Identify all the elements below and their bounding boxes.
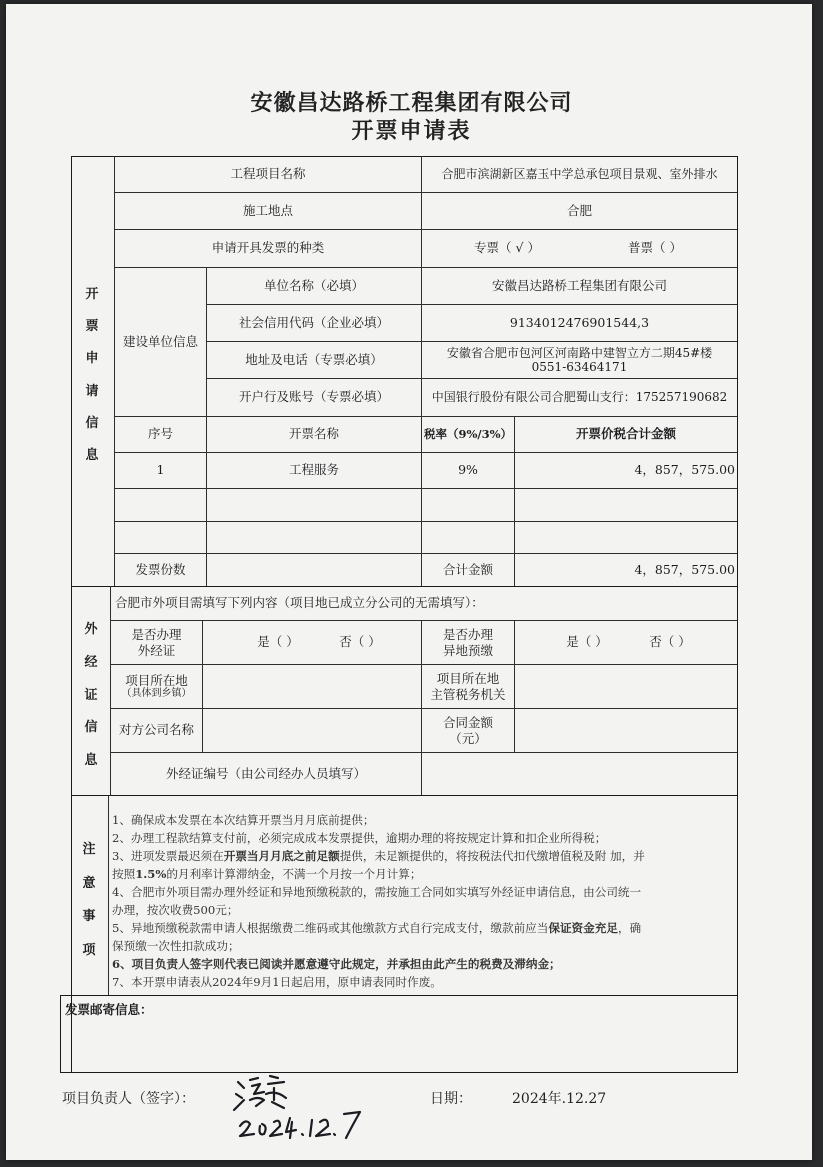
counterparty-label: 对方公司名称	[118, 722, 194, 738]
frame-left	[71, 156, 72, 1073]
section-label-notes: 注 意 事 项	[82, 842, 96, 958]
bank-label: 开户行及账号（专票必填）	[238, 389, 389, 405]
prepay-no: 否（ ）	[649, 634, 691, 650]
credit-code-label: 社会信用代码（企业必填）	[238, 314, 389, 330]
prepay-yes: 是（ ）	[566, 634, 608, 650]
project-name-value: 合肥市滨湖新区嘉玉中学总承包项目景观、室外排水	[441, 167, 718, 182]
mailing-label: 发票邮寄信息：	[65, 1001, 153, 1017]
cert-label-line: 外经证	[137, 642, 176, 658]
note-3-part: 提供，未足额提供的，将按税法代扣代缴增值税及附 加，并	[339, 848, 645, 863]
cert-label	[111, 621, 202, 664]
company-title: 安徽昌达路桥工程集团有限公司	[250, 91, 573, 116]
note-3-bold: 开票当月月底之前足额	[223, 848, 340, 863]
row-rate: 9%	[458, 462, 478, 478]
total-value: 4，857，575.00	[634, 561, 735, 577]
note-5-part: 5、异地预缴税款需申请人根据缴费二维码或其他缴款方式自行完成支付，缴款前应当	[112, 920, 549, 935]
contract-label	[422, 709, 514, 752]
note-5-part: ，确	[617, 920, 642, 935]
frame-right	[737, 156, 738, 1073]
tax-office-line: 主管税务机关	[430, 686, 506, 702]
grid-line	[71, 795, 738, 796]
project-name-label: 工程项目名称	[230, 166, 306, 182]
note-3-cont	[112, 866, 732, 884]
phone-line: 0551-63464171	[531, 360, 628, 374]
date-value: 2024年.12.27	[512, 1091, 607, 1107]
note-1: 1、确保成本发票在本次结算开票当月月底前提供；	[112, 813, 375, 827]
cert-yes: 是（ ）	[257, 634, 299, 650]
note-5	[112, 920, 732, 938]
note-7: 7、本开票申请表从2024年9月1日起启用，原申请表同时作废。	[112, 974, 442, 989]
cert-number-label: 外经证编号（由公司经办人员填写）	[165, 765, 366, 781]
address-label: 地址及电话（专票必填）	[245, 351, 383, 367]
prepay-label	[422, 621, 514, 664]
contract-label-line: 合同金额	[442, 714, 493, 730]
builder-info-label: 建设单位信息	[122, 333, 198, 349]
grid-line	[114, 488, 737, 489]
invoice-type-special: 专票（ √ ）	[474, 240, 540, 256]
prepay-label-line: 是否办理	[442, 626, 493, 642]
note-6: 6、项目负责人签字则代表已阅读并愿意遵守此规定，并承担由此产生的税费及滞纳金；	[112, 956, 561, 971]
notes-list	[112, 812, 732, 992]
note-3-part: 按照	[112, 866, 136, 881]
invoice-type-label: 申请开具发票的种类	[211, 240, 325, 256]
section-label-external: 外 经 证 信 息	[84, 622, 98, 768]
grid-line	[202, 620, 203, 752]
site-value: 合肥	[566, 202, 592, 218]
note-2: 2、办理工程款结算支付前，必须完成成本发票提供，逾期办理的将按规定计算和扣企业所得税；	[112, 830, 607, 845]
address-value	[422, 342, 737, 378]
note-3-part: 的月利率计算滞纳金，不满一个月按一个月计算；	[166, 866, 422, 881]
frame-bottom	[60, 1072, 738, 1073]
total-label: 合计金额	[442, 561, 493, 577]
bank-value: 中国银行股份有限公司合肥蜀山支行：175257190682	[431, 390, 728, 405]
unit-name-label: 单位名称（必填）	[263, 277, 364, 293]
tax-office-line: 项目所在地	[436, 670, 500, 686]
col-amount-header: 开票价税合计金额	[575, 426, 676, 442]
prepay-label-line: 异地预缴	[442, 642, 493, 658]
col-rate-header: 税率（9%/3%）	[423, 426, 513, 441]
section-label-invoice: 开 票 申 请 信 息	[85, 287, 99, 463]
grid-line	[108, 795, 109, 995]
grid-line	[60, 995, 738, 996]
date-label: 日期：	[430, 1091, 472, 1107]
col-name-header: 开票名称	[288, 426, 339, 442]
note-4: 4、合肥市外项目需办理外经证和异地预缴税款的，需按施工合同如实填写外经证申请信息，由公司统一	[112, 884, 642, 899]
note-3-rate: 1.5%	[135, 866, 167, 881]
manager-label: 项目负责人（签字）：	[62, 1091, 195, 1107]
grid-line	[514, 620, 515, 752]
invoice-type-normal: 普票（ ）	[628, 240, 682, 256]
note-3-part: 3、进项发票最迟须在	[112, 848, 224, 863]
external-intro: 合肥市外项目需填写下列内容（项目地已成立分公司的无需填写）：	[115, 595, 484, 611]
note-3	[112, 848, 732, 866]
credit-code-value: 9134012476901544,3	[509, 314, 650, 330]
location-label	[111, 665, 202, 708]
cert-no: 否（ ）	[339, 634, 381, 650]
location-label-line: 项目所在地	[125, 673, 188, 688]
note-5-bold: 保证资金充足	[548, 920, 618, 935]
row-name: 工程服务	[288, 462, 339, 478]
col-seq-header: 序号	[147, 426, 173, 442]
row-amount: 4，857，575.00	[634, 462, 735, 478]
address-line: 安徽省合肥市包河区河南路中建智立方二期45#楼	[446, 345, 713, 360]
cert-label-line: 是否办理	[131, 626, 182, 642]
note-5-cont: 保预缴一次性扣款成功；	[112, 938, 240, 953]
tax-office-label	[422, 665, 514, 708]
unit-name-value: 安徽昌达路桥工程集团有限公司	[491, 277, 667, 293]
site-label: 施工地点	[242, 202, 293, 218]
copies-label: 发票份数	[135, 561, 186, 577]
row-seq: 1	[156, 462, 165, 478]
signature	[228, 1070, 378, 1140]
contract-label-line: （元）	[449, 730, 487, 746]
note-4-cont: 办理，按次收费500元；	[112, 902, 239, 917]
form-title: 开票申请表	[351, 119, 472, 144]
location-sub: （具体到乡镇）	[121, 688, 192, 699]
grid-line	[114, 521, 737, 522]
